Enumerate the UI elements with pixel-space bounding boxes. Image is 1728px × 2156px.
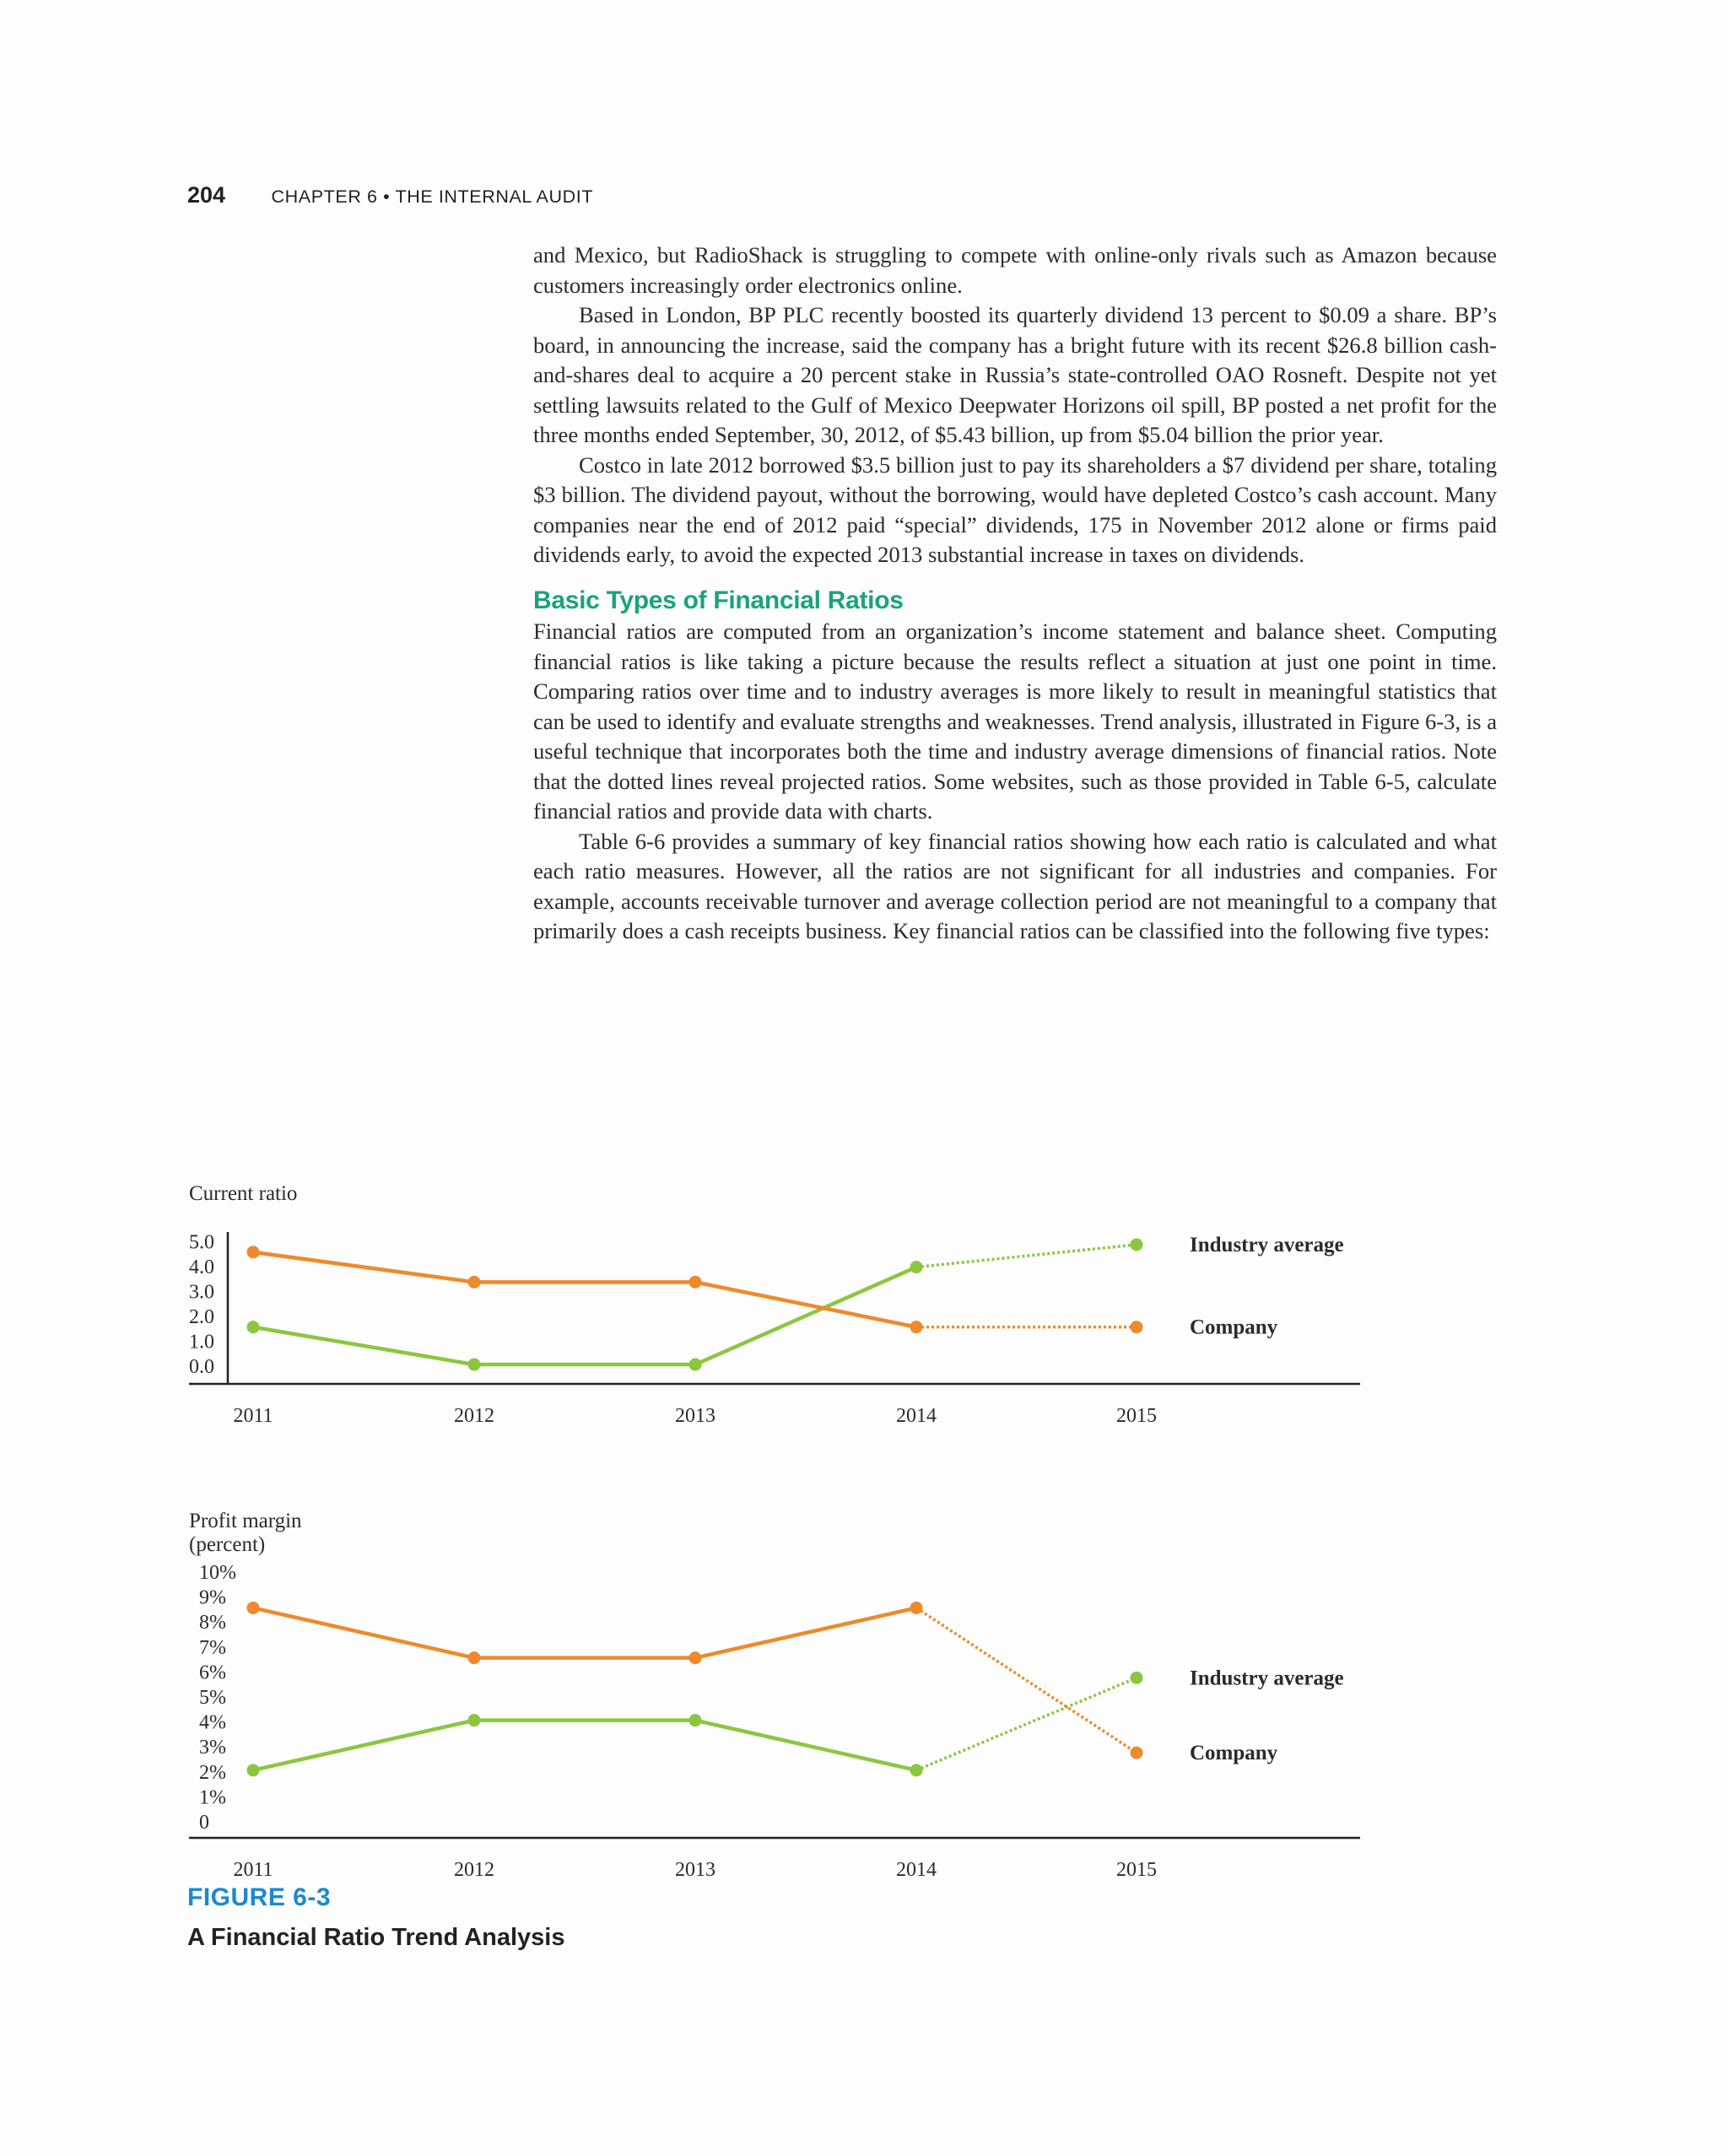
chart2-y-tick-label: 9%	[199, 1586, 226, 1609]
chart1-y-axis-label: Current ratio	[189, 1182, 298, 1205]
chart2-industry-average-point	[689, 1714, 702, 1726]
chart2-industry-average-segment	[695, 1721, 916, 1770]
chart1-industry-average-point	[910, 1261, 923, 1273]
chart2-company-legend-label: Company	[1190, 1742, 1278, 1765]
chart1-industry-average-point	[689, 1359, 702, 1371]
chart2-company-segment	[253, 1608, 474, 1657]
chart2-y-tick-label: 10%	[199, 1562, 236, 1584]
chart2-y-tick-label: 0	[199, 1812, 209, 1834]
chart1-company-point	[910, 1321, 923, 1333]
paragraph: Based in London, BP PLC recently boosted its quarterly dividend 13 percent to $0.09 a share. BP’s board, in announcing the increase, said the company has a bright future with its recent $26.8 billion cash-and-shares deal to acquire a 20 percent stake in Russia’s state-controlled OAO Rosneft. Despite not yet settling lawsuits related to the Gulf of Mexico Deepwater Horizons oil spill, BP posted a net profit for the three months ended September, 30, 2012, of $5.43 billion, up from $5.04 billion the prior year.	[533, 302, 1497, 447]
chart2-y-tick-label: 4%	[199, 1711, 226, 1734]
chart2-company-point	[689, 1651, 702, 1664]
chart2-y-tick-label: 1%	[199, 1786, 226, 1809]
chart1-company-segment	[253, 1252, 474, 1283]
chart2-x-tick-label: 2013	[675, 1859, 716, 1881]
paragraph: and Mexico, but RadioShack is struggling to compete with online-only rivals such as Amazon because customers increasingly order electronics online.	[533, 242, 1497, 298]
chart1-y-tick-label: 2.0	[189, 1306, 214, 1328]
chart1-x-tick-label: 2015	[1116, 1405, 1157, 1427]
paragraph: Costco in late 2012 borrowed $3.5 billion just to pay its shareholders a $7 dividend per share, totaling $3 billion. The dividend payout, without the borrowing, would have depleted Costco’s cash account. Many companies near the end of 2012 paid “special” dividends, 175 in November 2012 alone or firms paid dividends early, to avoid the expected 2013 substantial increase in taxes on dividends.	[533, 451, 1497, 567]
chart2-y-tick-label: 3%	[199, 1737, 226, 1759]
chart1-industry-average-projected-segment	[916, 1245, 1137, 1267]
chart1-y-tick-label: 3.0	[189, 1281, 214, 1304]
chart2-company-point	[910, 1602, 923, 1614]
chart2-industry-average-segment	[253, 1721, 474, 1770]
figure-label: FIGURE 6-3	[187, 1883, 332, 1911]
chart1-industry-average-point	[1131, 1238, 1143, 1251]
chart2-industry-average-legend-label: Industry average	[1190, 1667, 1344, 1690]
chart2-x-tick-label: 2012	[454, 1859, 494, 1881]
chart1-x-tick-label: 2014	[896, 1405, 937, 1427]
figure-title: A Financial Ratio Trend Analysis	[187, 1924, 565, 1951]
chart1-y-tick-label: 0.0	[189, 1356, 214, 1378]
chart2-industry-average-point	[910, 1764, 923, 1776]
chart1-y-tick-label: 1.0	[189, 1331, 214, 1354]
chart1-industry-average-segment	[253, 1327, 474, 1364]
chart2-y-tick-label: 7%	[199, 1636, 226, 1659]
chart2-x-tick-label: 2011	[233, 1859, 273, 1881]
page-number: 204	[187, 182, 226, 208]
chart2-y-tick-label: 6%	[199, 1662, 226, 1684]
chart2-industry-average-point	[247, 1764, 260, 1776]
paragraph: Table 6-6 provides a summary of key financial ratios showing how each ratio is calculated and what each ratio measures. However, all the ratios are not significant for all industries and companies. For example, accounts receivable turnover and average collection period are not meaningful to a company that primarily does a cash receipts business. Key financial ratios can be classified into the following five types:	[533, 828, 1497, 943]
chart1-industry-average-point	[468, 1359, 481, 1371]
chart2-y-tick-label: 2%	[199, 1761, 226, 1784]
section-heading: Basic Types of Financial Ratios	[533, 586, 904, 614]
chart1-industry-average-segment	[695, 1267, 916, 1364]
chart2-y-axis-label: (percent)	[189, 1533, 266, 1556]
chart1-company-point	[468, 1276, 481, 1289]
chart2-company-point	[247, 1602, 260, 1614]
chart2-company-point	[468, 1651, 481, 1664]
chart2-industry-average-projected-segment	[916, 1678, 1137, 1770]
chart1-industry-average-legend-label: Industry average	[1190, 1233, 1344, 1256]
chart2-industry-average-point	[1131, 1672, 1143, 1684]
chart2-x-tick-label: 2014	[896, 1859, 937, 1881]
chart2-company-projected-segment	[916, 1608, 1137, 1753]
chart2-company-segment	[695, 1608, 916, 1657]
chart1-y-tick-label: 4.0	[189, 1256, 214, 1278]
chart1-x-tick-label: 2011	[233, 1405, 273, 1427]
paragraph: Financial ratios are computed from an organization’s income statement and balance sheet. Computing financial ratios is like taking a picture because the results reflect a situation at just one point in time. Comparing ratios over time and to industry averages is more likely to result in meaningful statistics that can be used to identify and evaluate strengths and weaknesses. Trend analysis, illustrated in Figure 6-3, is a useful technique that incorporates both the time and industry average dimensions of financial ratios. Note that the dotted lines reveal projected ratios. Some websites, such as those provided in Table 6-5, calculate financial ratios and provide data with charts.	[533, 619, 1497, 824]
chart2-y-tick-label: 5%	[199, 1687, 226, 1709]
chart1-x-tick-label: 2012	[454, 1405, 494, 1427]
chart2-company-point	[1131, 1747, 1143, 1759]
chart1-company-point	[689, 1276, 702, 1289]
chart2-y-axis-label: Profit margin	[189, 1510, 302, 1532]
running-head: CHAPTER 6 • THE INTERNAL AUDIT	[271, 186, 594, 207]
chart1-company-legend-label: Company	[1190, 1316, 1278, 1339]
chart1-y-tick-label: 5.0	[189, 1231, 214, 1254]
chart2-industry-average-point	[468, 1714, 481, 1726]
chart1-company-point	[247, 1246, 260, 1258]
chart1-x-tick-label: 2013	[675, 1405, 716, 1427]
chart1-industry-average-point	[247, 1321, 260, 1333]
chart2-x-tick-label: 2015	[1116, 1859, 1157, 1881]
figure-caption	[187, 1883, 564, 1952]
chart1-company-point	[1131, 1321, 1143, 1333]
chart1-company-segment	[695, 1282, 916, 1327]
chart2-y-tick-label: 8%	[199, 1612, 226, 1635]
